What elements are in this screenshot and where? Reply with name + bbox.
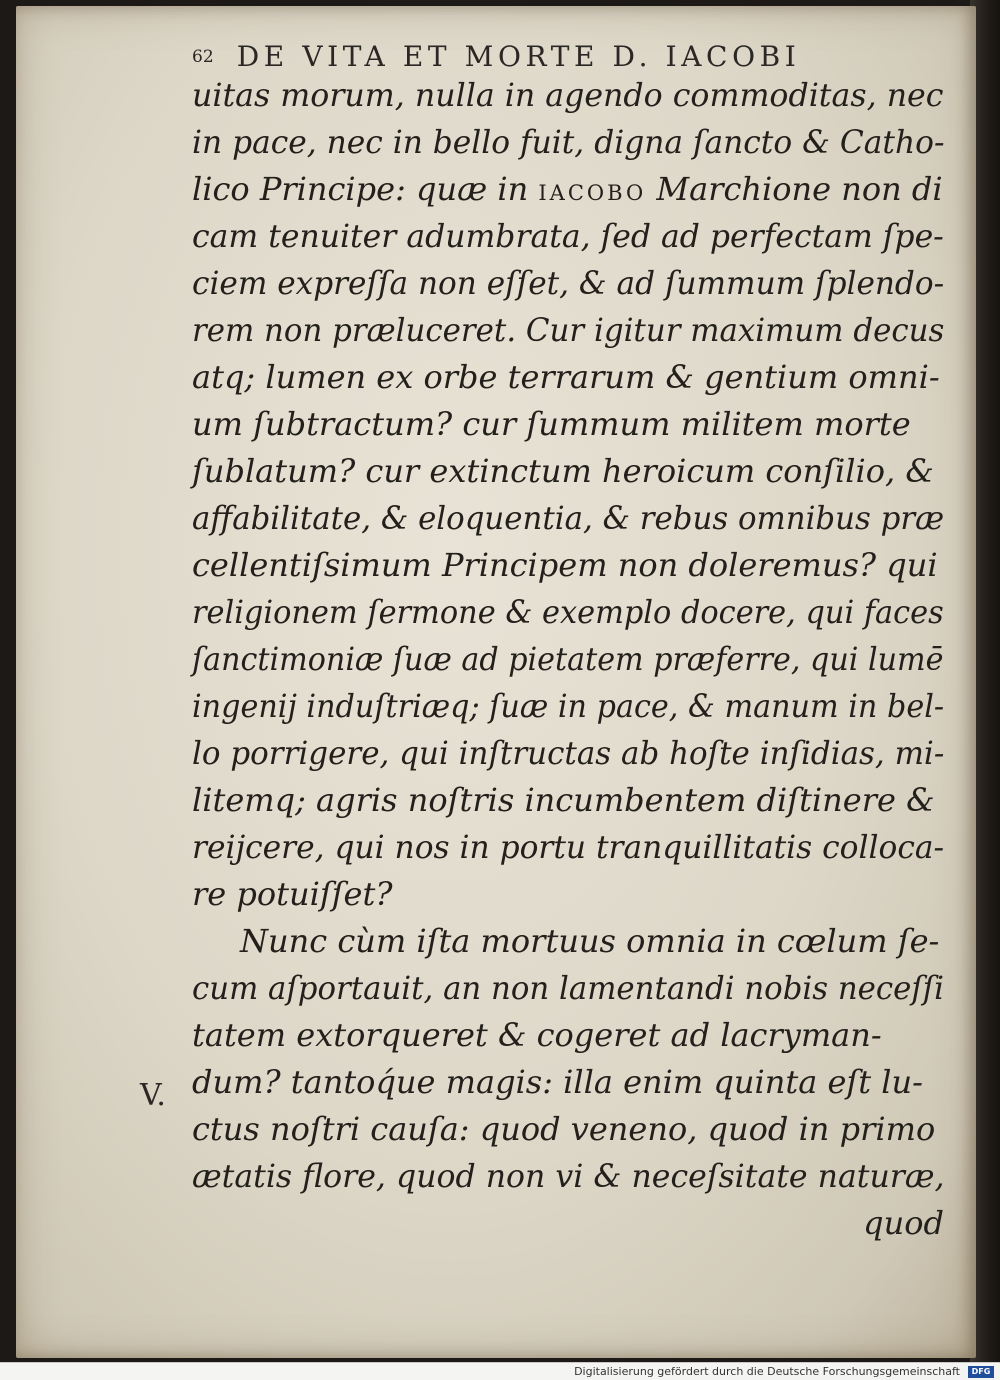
dfg-logo: DFG bbox=[968, 1366, 994, 1378]
text-line: um ſubtractum? cur ſummum militem morte bbox=[192, 405, 911, 443]
digitization-footer bbox=[0, 1362, 1000, 1380]
text-line: ingenij induſtriæq; ſuæ in pace, & manum in bel- bbox=[192, 687, 945, 725]
text-line: lo porrigere, qui inſtructas ab hoſte inſidias, mi- bbox=[192, 734, 945, 772]
funding-credit: Digitalisierung gefördert durch die Deutsche Forschungsgemeinschaft bbox=[574, 1365, 960, 1378]
paragraph-start-line: Nunc cùm iſta mortuus omnia in cœlum ſe- bbox=[240, 922, 940, 960]
text-line: tatem extorqueret & cogeret ad lacryman- bbox=[192, 1016, 882, 1054]
text-line: ſublatum? cur extinctum heroicum conſilio, & bbox=[192, 452, 934, 490]
running-head: DE VITA ET MORTE D. IACOBI bbox=[236, 40, 801, 73]
text-line: uitas morum, nulla in agendo commoditas, nec bbox=[192, 76, 944, 114]
text-line: rem non præluceret. Cur igitur maximum decus bbox=[192, 311, 945, 349]
text-line: atq; lumen ex orbe terrarum & gentium omni- bbox=[192, 358, 940, 396]
marginal-section-number: V. bbox=[140, 1078, 166, 1113]
text-line: ſanctimoniæ ſuæ ad pietatem præferre, qui lumē bbox=[192, 640, 944, 678]
page-number: 62 bbox=[192, 47, 214, 67]
text-line: religionem ſermone & exemplo docere, qui faces bbox=[192, 593, 944, 631]
text-line-part: lico Principe: quæ in bbox=[192, 170, 539, 208]
text-line: cam tenuiter adumbrata, ſed ad perfectam ſpe- bbox=[192, 217, 944, 255]
text-line: cum aſportauit, an non lamentandi nobis neceſſi bbox=[192, 969, 944, 1007]
text-line: ctus noſtri cauſa: quod veneno, quod in primo bbox=[192, 1110, 936, 1148]
text-line: ciem expreſſa non eſſet, & ad ſummum ſplendo- bbox=[192, 264, 945, 302]
text-line: in pace, nec in bello fuit, digna ſancto & Catho- bbox=[192, 123, 945, 161]
text-line-part: Marchione non di bbox=[646, 170, 943, 208]
text-line: affabilitate, & eloquentia, & rebus omnibus præ bbox=[192, 499, 945, 537]
text-line bbox=[192, 166, 943, 212]
text-line: litemq; agris noſtris incumbentem diſtinere & bbox=[192, 781, 935, 819]
proper-name-smallcaps: IACOBO bbox=[538, 181, 647, 205]
text-line: cellentiſsimum Principem non doleremus? qui bbox=[192, 546, 938, 584]
text-line: dum? tantoq́ue magis: illa enim quinta eſt lu- bbox=[192, 1063, 923, 1101]
body-text bbox=[192, 72, 952, 1252]
catchword: quod bbox=[863, 1204, 944, 1242]
text-line: reijcere, qui nos in portu tranquillitatis colloca- bbox=[192, 828, 945, 866]
text-line: re potuiſſet? bbox=[192, 875, 393, 913]
text-line: ætatis flore, quod non vi & neceſsitate naturæ, bbox=[192, 1157, 945, 1195]
